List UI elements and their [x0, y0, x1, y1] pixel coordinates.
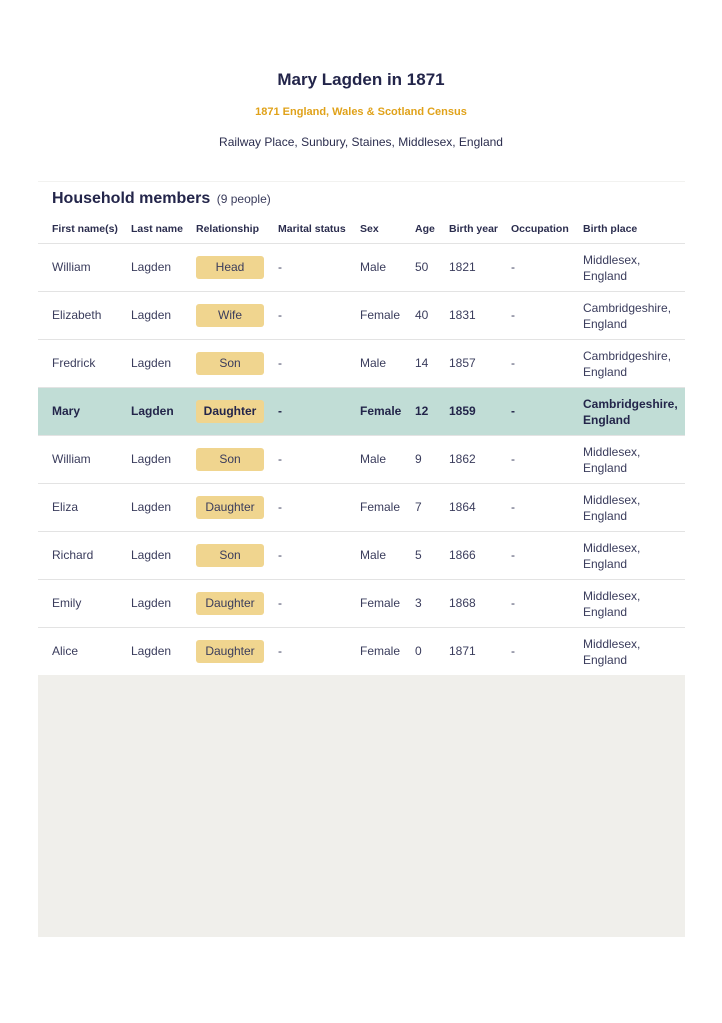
household-rows	[38, 243, 685, 675]
household-heading-label: Household members	[52, 190, 211, 207]
cell-birth-place: Middlesex, England	[583, 589, 641, 619]
cell-last-name: Lagden	[131, 404, 174, 418]
cell-last-name: Lagden	[131, 356, 172, 370]
table-row[interactable]	[38, 435, 685, 483]
household-heading	[52, 190, 271, 208]
cell-birth-year: 1857	[449, 356, 476, 370]
cell-sex: Male	[360, 260, 387, 274]
table-row[interactable]	[38, 483, 685, 531]
census-subtitle: 1871 England, Wales & Scotland Census	[255, 106, 467, 118]
cell-sex: Female	[360, 596, 401, 610]
cell-first-name: Alice	[52, 644, 79, 658]
column-header-age: Age	[415, 223, 435, 235]
cell-birth-place: Cambridgeshire, England	[583, 301, 672, 331]
cell-marital-status: -	[278, 356, 282, 370]
cell-occupation: -	[511, 548, 515, 562]
table-row[interactable]	[38, 627, 685, 675]
cell-sex: Female	[360, 308, 401, 322]
cell-birth-place: Cambridgeshire, England	[583, 397, 678, 427]
column-header-sex: Sex	[360, 223, 379, 235]
cell-first-name: Mary	[52, 404, 81, 418]
relationship-badge: Head	[196, 256, 264, 279]
table-header	[38, 223, 685, 243]
cell-sex: Female	[360, 500, 401, 514]
household-count: (9 people)	[216, 192, 271, 206]
cell-sex: Female	[360, 404, 402, 418]
relationship-badge: Daughter	[196, 400, 264, 423]
cell-birth-place: Middlesex, England	[583, 493, 641, 523]
column-header-first-name: First name(s)	[52, 223, 118, 235]
cell-first-name: Elizabeth	[52, 308, 102, 322]
cell-sex: Male	[360, 452, 387, 466]
household-card	[38, 181, 685, 937]
cell-age: 50	[415, 260, 429, 274]
cell-last-name: Lagden	[131, 596, 172, 610]
cell-birth-place: Middlesex, England	[583, 637, 641, 667]
cell-age: 12	[415, 404, 429, 418]
divider	[38, 181, 685, 182]
cell-birth-place: Middlesex, England	[583, 541, 641, 571]
cell-last-name: Lagden	[131, 260, 172, 274]
cell-sex: Female	[360, 644, 401, 658]
cell-occupation: -	[511, 596, 515, 610]
cell-marital-status: -	[278, 596, 282, 610]
table-row[interactable]	[38, 291, 685, 339]
cell-first-name: Eliza	[52, 500, 79, 514]
column-header-relationship: Relationship	[196, 223, 260, 235]
relationship-badge: Wife	[196, 304, 264, 327]
cell-birth-place: Middlesex, England	[583, 445, 641, 475]
cell-occupation: -	[511, 356, 515, 370]
cell-birth-place: Cambridgeshire, England	[583, 349, 672, 379]
page-title: Mary Lagden in 1871	[277, 70, 445, 89]
cell-occupation: -	[511, 452, 515, 466]
table-row[interactable]	[38, 387, 685, 435]
cell-marital-status: -	[278, 404, 282, 418]
cell-marital-status: -	[278, 548, 282, 562]
cell-marital-status: -	[278, 644, 282, 658]
table-row[interactable]	[38, 579, 685, 627]
cell-marital-status: -	[278, 260, 282, 274]
column-header-birth-place: Birth place	[583, 223, 638, 235]
cell-marital-status: -	[278, 500, 282, 514]
cell-marital-status: -	[278, 308, 282, 322]
cell-birth-year: 1859	[449, 404, 476, 418]
cell-occupation: -	[511, 308, 515, 322]
cell-occupation: -	[511, 500, 515, 514]
column-header-birth-year: Birth year	[449, 223, 499, 235]
cell-marital-status: -	[278, 452, 282, 466]
cell-age: 0	[415, 644, 422, 658]
census-address: Railway Place, Sunbury, Staines, Middlesex, England	[219, 135, 503, 149]
column-header-marital-status: Marital status	[278, 223, 346, 235]
cell-birth-place: Middlesex, England	[583, 253, 641, 283]
cell-age: 40	[415, 308, 429, 322]
cell-occupation: -	[511, 260, 515, 274]
cell-birth-year: 1868	[449, 596, 476, 610]
cell-first-name: William	[52, 452, 91, 466]
relationship-badge: Daughter	[196, 592, 264, 615]
column-header-last-name: Last name	[131, 223, 183, 235]
cell-first-name: Fredrick	[52, 356, 96, 370]
table-row[interactable]	[38, 243, 685, 291]
cell-birth-year: 1864	[449, 500, 476, 514]
cell-first-name: Emily	[52, 596, 82, 610]
column-header-occupation: Occupation	[511, 223, 569, 235]
cell-sex: Male	[360, 356, 387, 370]
cell-first-name: Richard	[52, 548, 94, 562]
cell-age: 9	[415, 452, 422, 466]
cell-occupation: -	[511, 644, 515, 658]
cell-occupation: -	[511, 404, 515, 418]
cell-birth-year: 1866	[449, 548, 476, 562]
relationship-badge: Son	[196, 448, 264, 471]
relationship-badge: Son	[196, 544, 264, 567]
relationship-badge: Daughter	[196, 640, 264, 663]
cell-first-name: William	[52, 260, 91, 274]
cell-age: 7	[415, 500, 422, 514]
cell-birth-year: 1831	[449, 308, 476, 322]
cell-age: 5	[415, 548, 422, 562]
relationship-badge: Son	[196, 352, 264, 375]
cell-birth-year: 1821	[449, 260, 476, 274]
cell-birth-year: 1862	[449, 452, 476, 466]
cell-birth-year: 1871	[449, 644, 476, 658]
cell-last-name: Lagden	[131, 500, 172, 514]
cell-age: 14	[415, 356, 429, 370]
household-table-panel	[38, 181, 685, 675]
cell-age: 3	[415, 596, 422, 610]
cell-last-name: Lagden	[131, 308, 172, 322]
table-row[interactable]	[38, 339, 685, 387]
relationship-badge: Daughter	[196, 496, 264, 519]
cell-last-name: Lagden	[131, 644, 172, 658]
cell-last-name: Lagden	[131, 452, 172, 466]
cell-last-name: Lagden	[131, 548, 172, 562]
table-row[interactable]	[38, 531, 685, 579]
cell-sex: Male	[360, 548, 387, 562]
